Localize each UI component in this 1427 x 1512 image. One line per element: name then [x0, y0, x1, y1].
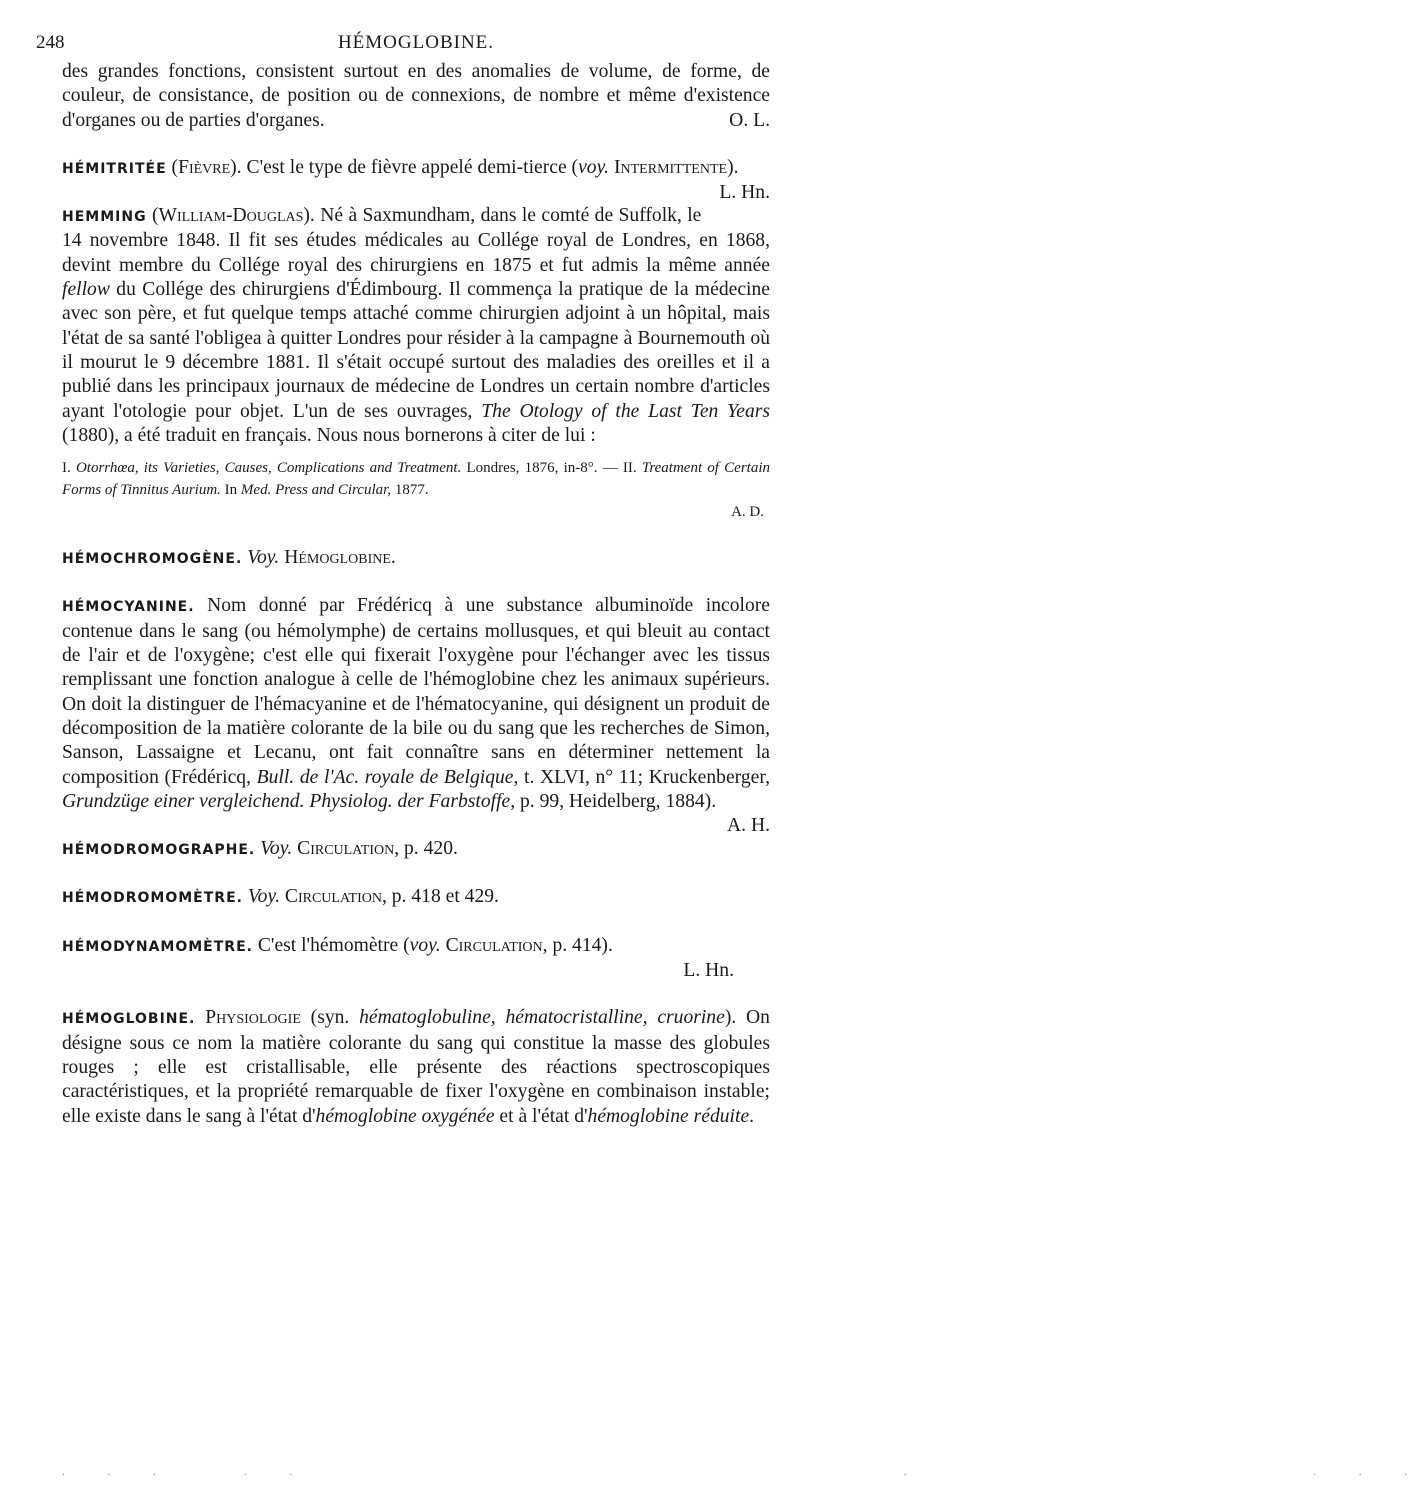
entry-text: Nom donné par Frédéricq à une substance albuminoïde incolore contenue dans le sang (ou hémolymphe) de certains mollusques, et qui bleuit au contact de l'air et de l'oxygène; c'est elle qui fixerait l'oxygène pour l'échanger avec les tissus remplissant une fonction analogue à celle de l'hémoglobine chez les animaux supérieurs. On doit la distinguer de l'hémacyanine et de l'hématocyanine, qui désignent un produit de décomposition de la matière colorante de la bile ou du sang que les recherches de Simon, Sanson, Lassaigne et Lecanu, ont fait connaître sans en déterminer nettement la composition (Frédéricq,: [62, 595, 770, 788]
entry-text: (1880), a été traduit en français. Nous nous bornerons à citer de lui :: [62, 424, 596, 446]
page-number: 248: [36, 32, 65, 53]
cross-reference[interactable]: Circulation: [297, 838, 395, 860]
bibliography-item: [62, 457, 770, 501]
cross-reference[interactable]: Intermittente: [614, 156, 728, 178]
bibliography: [62, 457, 770, 523]
entry-text: et à l'état d': [494, 1105, 588, 1127]
ref-title: Otorrhœa, its Varieties, Causes, Complications and Treatment.: [75, 460, 462, 477]
book-title: Grundzüge einer vergleichend. Physiolog. der Farbstoffe,: [62, 790, 516, 812]
entry-hemodromographe: [62, 837, 770, 862]
entry-hemitritee: [62, 156, 770, 204]
cross-reference[interactable]: Hémoglobine.: [284, 547, 396, 569]
headword: HÉMODROMOMÈTRE.: [62, 890, 243, 907]
author-signature: L. Hn.: [683, 960, 734, 982]
intro-paragraph: [62, 60, 770, 133]
italic-term: hémoglobine oxygénée: [315, 1105, 495, 1127]
voy-reference: voy.: [578, 156, 610, 178]
entry-text: du Collége des chirurgiens d'Édimbourg. Il commença la pratique de la médecine avec son père, et fut quelque temps attaché comme chirurgien adjoint à un hôpital, mais l'état de sa santé l'obligea à quitter Londres pour résider à la campagne à Bournemouth où il mourut le 9 décembre 1881. Il s'était occupé surtout des maladies des oreilles et il a publié dans les principaux journaux de médecine de Londres un certain nombre d'articles ayant l'otologie pour objet. L'un de ses ouvrages,: [62, 279, 770, 422]
entry-hemodromometre: [62, 885, 770, 910]
voy-reference: voy.: [409, 934, 441, 956]
ref-details: 1877.: [391, 482, 429, 499]
ref-number: — II.: [602, 460, 642, 477]
ref-title: Treatment of Certain Forms of Tinnitus Aurium.: [62, 460, 771, 499]
headword: HÉMODYNAMOMÈTRE.: [62, 938, 253, 955]
headword: HÉMODROMOGRAPHE.: [62, 842, 256, 859]
entry-text: p. 99, Heidelberg, 1884).: [515, 790, 717, 812]
ref-journal: Med. Press and Circular,: [240, 482, 392, 499]
entry-hemming: [62, 204, 770, 448]
entry-label: (William-Douglas).: [151, 205, 315, 227]
journal-title: Bull. de l'Ac. royale de Belgique,: [256, 766, 519, 788]
entry-text: C'est le type de fièvre appelé demi-tierce (: [241, 156, 579, 178]
author-signature: A. D.: [731, 504, 764, 521]
author-signature: A. H.: [727, 815, 770, 837]
headword: HÉMOCYANINE.: [62, 599, 195, 616]
entry-text: .: [749, 1105, 755, 1127]
voy-reference: Voy.: [247, 886, 280, 908]
entry-text: C'est l'hémomètre (: [252, 934, 410, 956]
entry-hemochromogene: [62, 546, 770, 571]
entry-hemoglobine: [62, 1006, 770, 1128]
headword: HEMMING: [62, 209, 147, 226]
entry-text: (syn.: [300, 1007, 360, 1029]
entry-label: Physiologie: [205, 1007, 301, 1029]
running-title: HÉMOGLOBINE.: [337, 32, 495, 53]
entry-text: t. XLVI, n° 11; Kruckenberger,: [518, 766, 770, 788]
italic-term: fellow: [62, 279, 110, 301]
entry-text: ).: [727, 156, 739, 178]
ref-details: In: [220, 482, 241, 499]
cross-reference[interactable]: Circulation: [445, 934, 543, 956]
ref-number: I.: [62, 460, 76, 477]
italic-term: hémoglobine réduite: [587, 1105, 750, 1127]
entry-hemodynamometre: [62, 934, 770, 984]
book-title: The Otology of the Last Ten Years: [481, 400, 770, 422]
headword: HÉMOCHROMOGÈNE.: [62, 551, 243, 568]
headword: HÉMOGLOBINE.: [62, 1011, 196, 1028]
page-reference: , p. 420.: [394, 838, 458, 860]
page-reference: , p. 418 et 429.: [381, 886, 499, 908]
entry-hemocyanine: [62, 594, 770, 837]
scan-artifact-dots: . . . . . . . . .: [62, 1466, 1427, 1478]
ref-details: Londres, 1876, in-8°.: [461, 460, 598, 477]
author-signature: L. Hn.: [719, 182, 770, 204]
voy-reference: Voy.: [247, 547, 280, 569]
page: [36, 30, 771, 1129]
synonyms: hématoglobuline, hématocristalline, cruorine: [359, 1007, 725, 1029]
cross-reference[interactable]: Circulation: [284, 886, 382, 908]
headword: HÉMITRITÉE: [62, 160, 167, 177]
entry-text: Né à Saxmundham, dans le comté de Suffolk, le 14 novembre 1848. Il fit ses études médicales au Collége royal de Londres, en 1868, devint membre du Collége royal des chirurgiens en 1875 et fut admis la même année: [62, 205, 770, 276]
entry-label: (Fièvre).: [171, 156, 242, 178]
author-signature: O. L.: [729, 109, 770, 131]
intro-text: des grandes fonctions, consistent surtout en des anomalies de volume, de forme, de couleur, de consistance, de position ou de connexions, de nombre et même d'existence d'organes ou de parties d'organes.: [62, 61, 770, 131]
entry-text: ). On désigne sous ce nom la matière colorante du sang qui constitue la masse des globules rouges ; elle est cristallisable, elle présente des réactions spectroscopiques caractéristiques, et la propriété remarquable de fixer l'oxygène en combinaison instable; elle existe dans le sang à l'état d': [62, 1007, 770, 1127]
running-head: [36, 30, 770, 60]
entry-text: , p. 414).: [542, 934, 613, 956]
voy-reference: Voy.: [260, 838, 293, 860]
